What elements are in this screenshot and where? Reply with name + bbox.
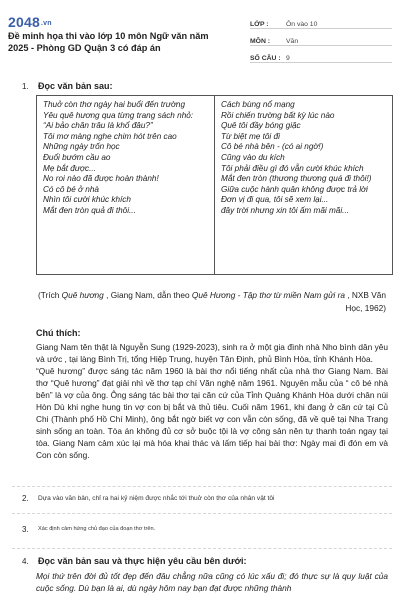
poem-line: Tôi mơ màng nghe chim hót trên cao	[43, 131, 177, 141]
poem-line: Đuổi bướm cầu ao	[43, 152, 111, 162]
poem-line: Mắt đen tròn (thương thương quá đi thôi!)	[221, 174, 372, 184]
poem-box	[36, 95, 393, 275]
site-logo[interactable]	[8, 14, 52, 30]
meta-value: 9	[286, 55, 290, 62]
poem-line: Tôi phải điều gì đó vẫn cười khúc khích	[221, 163, 364, 173]
note-paragraph: Giang Nam tên thật là Nguyễn Sung (1929-2023), sinh ra ở một gia đình nhà Nho bình dân yêu và ước , tại làng Bình Trị, tổng Hiệp Trung, huyện Tân Định, phủ Bình Hòa, tỉnh Khánh Hòa.	[36, 342, 388, 364]
logo-suffix: .vn	[40, 19, 52, 27]
section-heading: Đọc văn bản sau và thực hiện yêu cầu bên dưới:	[38, 556, 247, 566]
question-text: Dựa vào văn bản, chỉ ra hai kỷ niệm được nhắc tới thuở còn thơ của nhân vật tôi	[38, 495, 275, 502]
question-text: Xác định cảm hứng chủ đạo của đoạn thơ trên.	[38, 526, 156, 532]
citation-text: , Giang Nam, dẫn theo	[103, 290, 192, 300]
section-heading: Đọc văn bản sau:	[38, 81, 113, 91]
meta-value: Văn	[286, 38, 299, 45]
meta-label: SỐ CÂU :	[250, 55, 281, 62]
poem-line: đây trời nhưng xin tôi ấm mãi mãi...	[221, 205, 349, 215]
divider	[12, 548, 392, 549]
citation-text: (Trích	[38, 290, 62, 300]
poem-line: Cũng vào du kích	[221, 152, 285, 162]
poem-line: Nhìn tôi cười khúc khích	[43, 195, 131, 205]
poem-column-right	[214, 96, 392, 274]
note-body	[36, 341, 388, 461]
poem-column-left	[37, 96, 214, 274]
poem-line: “Ai bảo chăn trâu là khổ đâu?”	[43, 121, 153, 131]
poem-line: Rồi chiến trường bất kỳ lúc nào	[221, 110, 335, 120]
logo-text: 2048	[8, 14, 40, 30]
question-number: 4.	[22, 557, 29, 566]
note-paragraph: “Quê hương” được sáng tác năm 1960 là bài thơ nổi tiếng nhất của nhà thơ Giang Nam. Bài thơ “Quê hương” đạt giải nhì về thơ tạp chí Văn nghệ năm 1961. Nguyên mẫu của “ cô bé nhà bên” là vợ của ông. Ông sáng tác bài thơ tại căn cứ của Tỉnh Quảng Khánh Hòa dưới chân núi Hòn Dù khi nghe hung tin vợ con bị bắt và thủ tiêu. Cuối năm 1961, khi đang ở căn cứ tại Củ Chi (Thành phố Hồ Chí Minh), ông bắt ngờ biết vợ con vẫn còn sống, đã về quê tại Nha Trang sinh sống an toàn. Tòa án không đủ cơ sở buộc tội là vợ công sản nên tự thanh toán ngay tại tòa. Giang Nam cảm xúc lại mà hóa khai thác và lấm tiếp hai bài thơ: Ngày mai đi đón em và Con còn sống.	[36, 366, 388, 460]
meta-value: Ôn vào 10	[286, 21, 318, 28]
divider	[12, 513, 392, 514]
poem-line: Cách bùng nổ mạng	[221, 100, 295, 109]
poem-line: Cô bé nhà bên - (có ai ngờ!)	[221, 142, 324, 152]
poem-line: Yêu quê hương qua từng trang sách nhỏ:	[43, 110, 194, 120]
poem-line: No roi nào đã được hoàn thành!	[43, 174, 159, 184]
meta-label: MÔN :	[250, 38, 271, 45]
poem-line: Đơn vị đi qua, tôi sẽ xem lại...	[221, 195, 329, 205]
passage-text: Mọi thứ trên đời đủ tốt đẹp đến đâu chẳng nữa cũng có lúc xấu đi; đó thực sự là quy luật của cuộc sống. Dù bạn là ai, dù ngày hôm nay bạn đạt được những thành	[36, 571, 388, 593]
question-number: 2.	[22, 494, 29, 503]
poem-line: Thuở còn thơ ngày hai buổi đến trường	[43, 100, 186, 109]
poem-line: Quê tôi đầy bóng giặc	[221, 121, 301, 131]
note-heading: Chú thích:	[36, 328, 81, 338]
meta-row-class	[250, 14, 392, 29]
poem-line: Những ngày trốn học	[43, 142, 120, 152]
meta-label: LỚP :	[250, 21, 269, 28]
meta-panel	[250, 14, 392, 65]
question-number: 3.	[22, 525, 29, 534]
meta-row-count	[250, 48, 392, 63]
divider	[12, 486, 392, 487]
citation-text: , NXB Văn Học, 1962)	[344, 290, 386, 313]
poem-line: Mẹ bắt được...	[43, 163, 96, 173]
poem-line: Giữa cuộc hành quân không được trả lời	[221, 184, 368, 194]
poem-line: Mắt đen tròn quả đi thôi...	[43, 205, 136, 215]
poem-line: Có cô bé ở nhà	[43, 184, 99, 194]
poem-line: Từ biệt mẹ tôi đi	[221, 131, 280, 141]
question-number: 1.	[22, 82, 29, 91]
page-title: Đề minh họa thi vào lớp 10 môn Ngữ văn năm 2025 - Phòng GD Quận 3 có đáp án	[8, 31, 209, 53]
citation-work: Quê hương	[61, 290, 104, 300]
meta-row-subject	[250, 31, 392, 46]
citation-book: Quê Hương - Tập thơ từ miền Nam gửi ra	[191, 290, 345, 300]
poem-citation	[36, 289, 386, 314]
